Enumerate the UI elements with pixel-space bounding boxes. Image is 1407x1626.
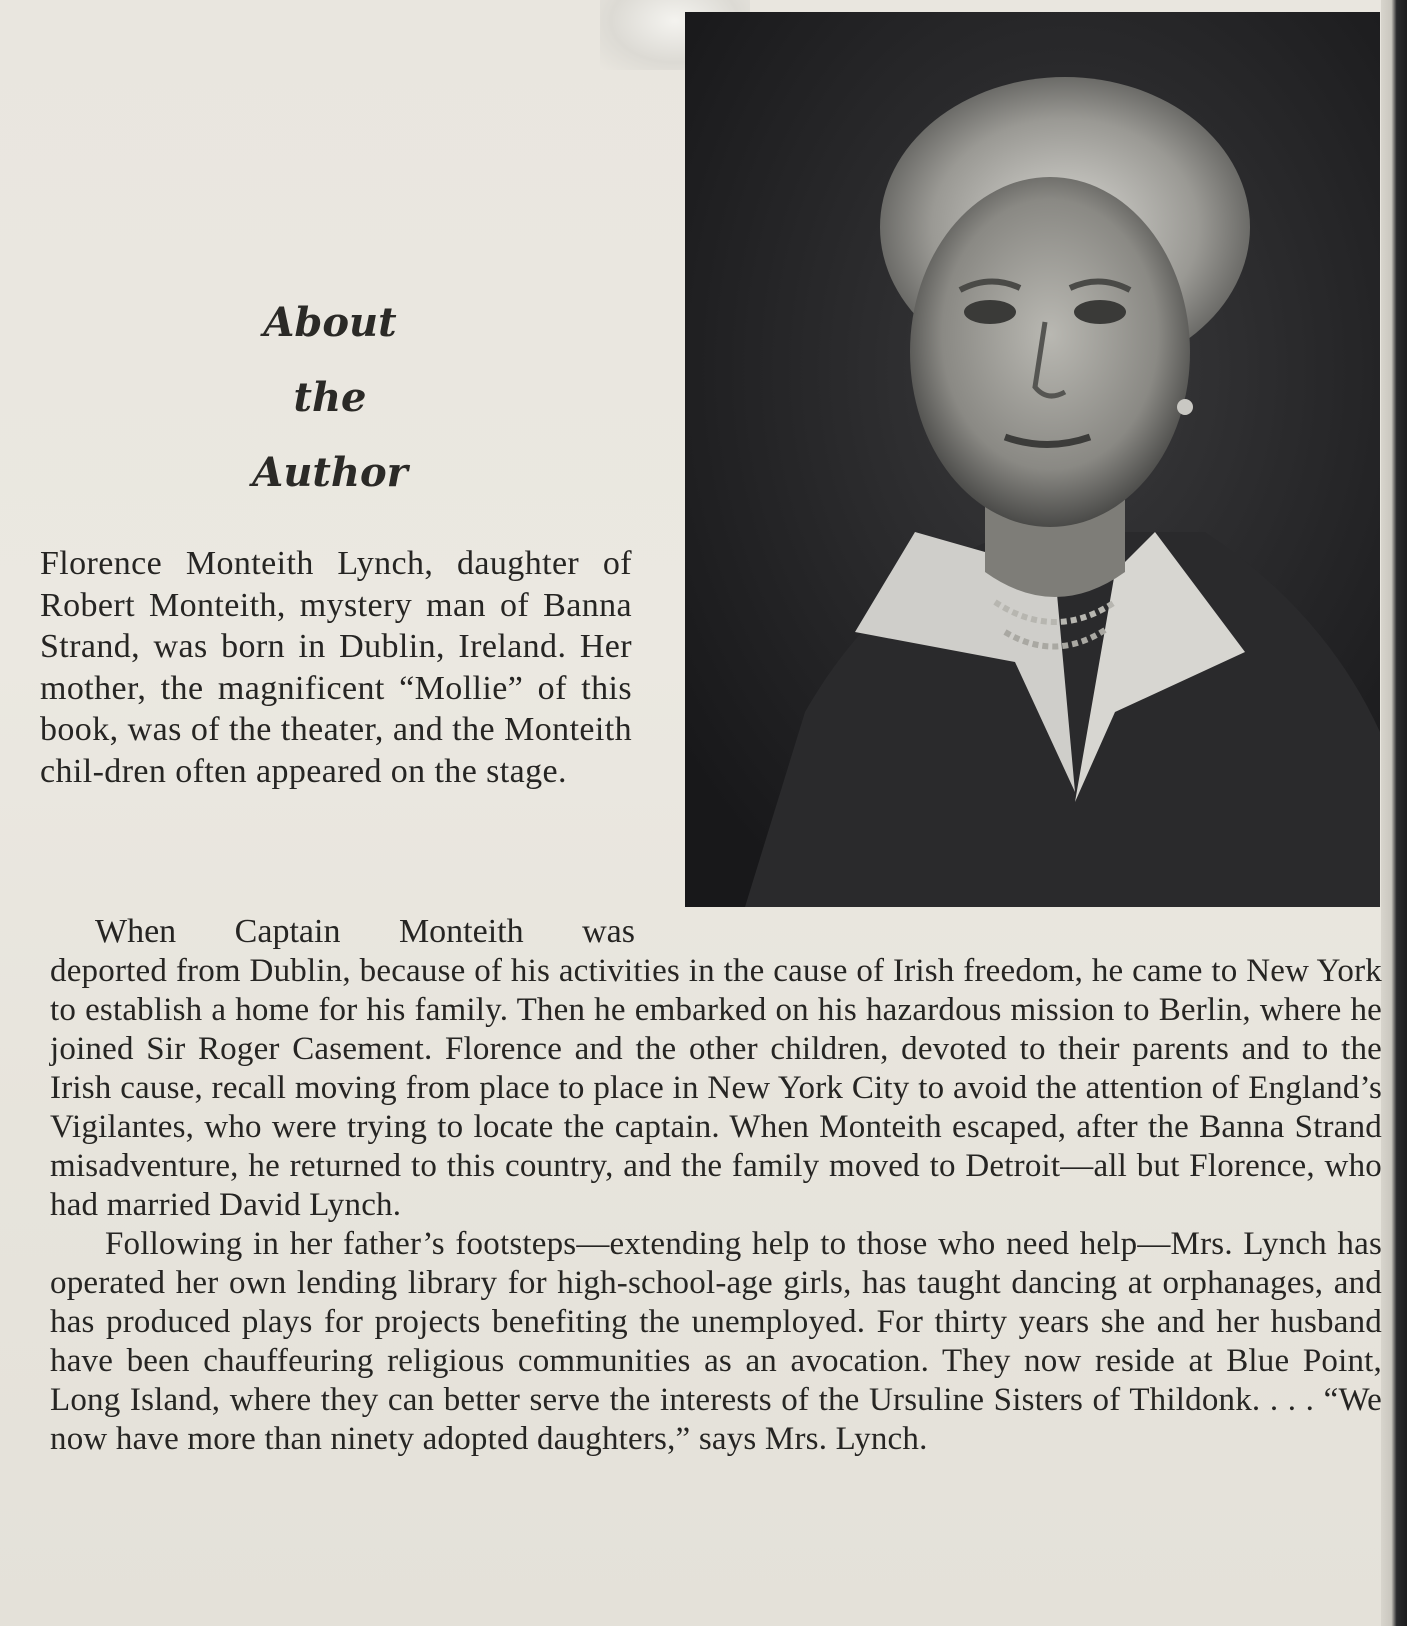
- author-portrait-photo: [685, 12, 1380, 907]
- page-edge: [1381, 0, 1407, 1626]
- body-text-block: [50, 913, 1382, 1459]
- second-paragraph-first-line: When Captain Monteith was: [95, 913, 635, 950]
- portrait-illustration: [685, 12, 1380, 907]
- heading-line-the: the: [293, 374, 367, 421]
- intro-paragraph: [40, 543, 632, 792]
- intro-paragraph-text: Florence Monteith Lynch, daughter of Robert Monteith, mystery man of Banna Strand, was born in Dublin, Ireland. Her mother, the magnificent “Mollie” of this book, was of the theater, and the Monteith chil-dren often appeared on the stage.: [40, 545, 632, 790]
- third-paragraph-text: Following in her father’s footsteps—extending help to those who need help—Mrs. Lynch has operated her own lending library for high-school-age girls, has taught dancing at orphanages, and has produced plays for projects benefiting the unemployed. For thirty years she and her husband have been chauffeuring religious communities as an avocation. They now reside at Blue Point, Long Island, where they can better serve the interests of the Ursuline Sisters of Thildonk. . . . “We now have more than ninety adopted daughters,” says Mrs. Lynch.: [50, 1226, 1382, 1457]
- about-the-author-heading: [200, 285, 460, 510]
- heading-line-about: About: [263, 299, 397, 346]
- second-paragraph-text: deported from Dublin, because of his activities in the cause of Irish freedom, he came to New York to establish a home for his family. Then he embarked on his hazardous mission to Berlin, where he joined Sir Roger Casement. Florence and the other children, devoted to their parents and to the Irish cause, recall moving from place to place in New York City to avoid the attention of England’s Vigilantes, who were trying to locate the captain. When Monteith escaped, after the Banna Strand misadventure, he returned to this country, and the family moved to Detroit—all but Florence, who had married David Lynch.: [50, 953, 1382, 1223]
- heading-line-author: Author: [252, 449, 408, 496]
